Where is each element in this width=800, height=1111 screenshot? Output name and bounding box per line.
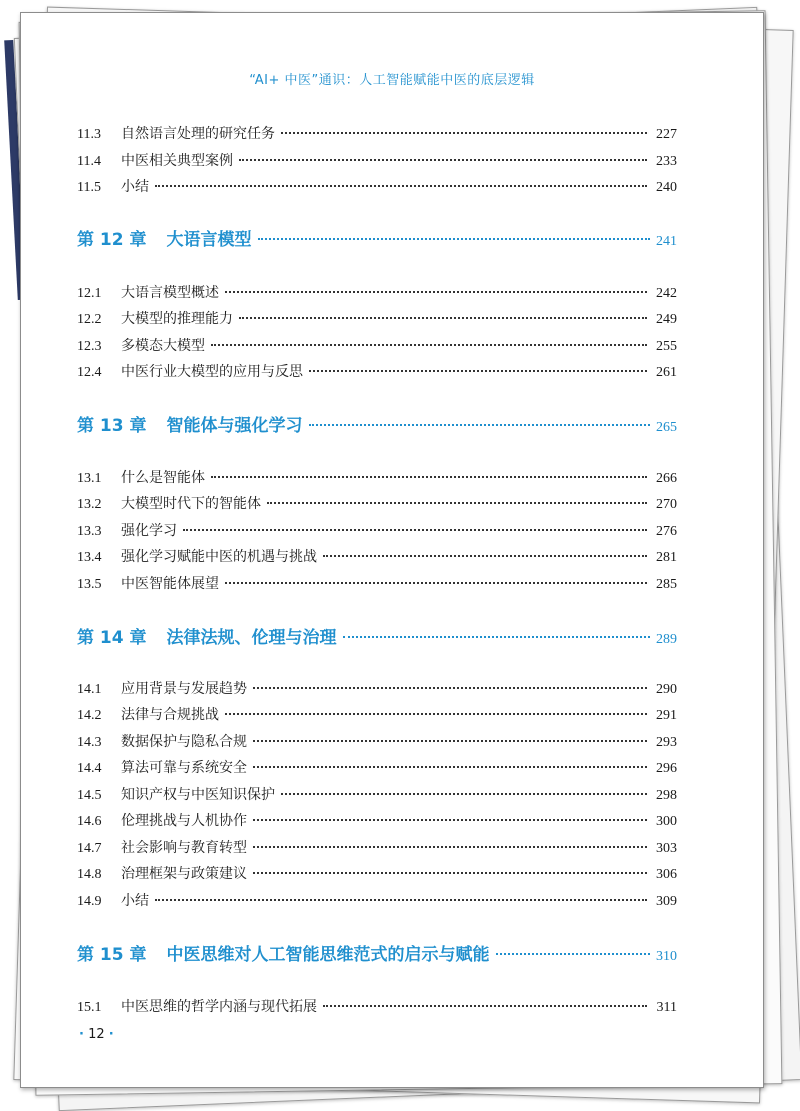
section-title: 治理框架与政策建议	[121, 866, 247, 882]
leader-dots	[281, 793, 647, 795]
section-title: 应用背景与发展趋势	[121, 681, 247, 697]
toc-section-entry[interactable]	[77, 123, 677, 143]
toc-section-entry[interactable]	[77, 282, 677, 302]
leader-dots	[183, 529, 647, 531]
section-number: 14.3	[77, 735, 102, 750]
section-page-number: 266	[656, 471, 677, 486]
chapter-title: 中医思维对人工智能思维范式的启示与赋能	[166, 945, 490, 965]
section-title: 算法可靠与系统安全	[121, 760, 247, 776]
toc-section-entry[interactable]	[77, 361, 677, 381]
toc-section-entry[interactable]	[77, 335, 677, 355]
section-number: 11.3	[77, 127, 101, 142]
leader-dots	[309, 370, 647, 372]
leader-dots	[239, 159, 647, 161]
section-number: 13.4	[77, 550, 102, 565]
toc-section-entry[interactable]	[77, 573, 677, 593]
leader-dots	[155, 899, 647, 901]
section-number: 13.5	[77, 577, 102, 592]
section-title: 数据保护与隐私合规	[121, 734, 247, 750]
section-title: 自然语言处理的研究任务	[121, 126, 275, 142]
section-title: 大模型时代下的智能体	[121, 496, 261, 512]
section-number: 11.5	[77, 180, 101, 195]
toc-section-entry[interactable]	[77, 784, 677, 804]
section-number: 12.3	[77, 339, 102, 354]
section-page-number: 242	[656, 286, 677, 301]
section-page-number: 285	[656, 577, 677, 592]
leader-dots	[225, 713, 647, 715]
section-page-number: 276	[656, 524, 677, 539]
section-number: 13.3	[77, 524, 102, 539]
section-page-number: 233	[656, 154, 677, 169]
section-number: 14.9	[77, 894, 102, 909]
leader-dots	[253, 766, 647, 768]
leader-dots	[211, 476, 647, 478]
leader-dots	[253, 846, 647, 848]
section-title: 知识产权与中医知识保护	[121, 787, 275, 803]
leader-dots	[225, 582, 647, 584]
section-title: 多模态大模型	[121, 338, 205, 354]
section-number: 14.6	[77, 814, 102, 829]
section-number: 12.1	[77, 286, 102, 301]
chapter-number: 第 14 章	[77, 628, 147, 648]
toc-section-entry[interactable]	[77, 890, 677, 910]
section-title: 中医相关典型案例	[121, 153, 233, 169]
chapter-page-number: 265	[656, 420, 677, 435]
section-page-number: 303	[656, 841, 677, 856]
section-number: 14.5	[77, 788, 102, 803]
folio-bullet-left: ·	[79, 1027, 84, 1042]
toc-section-entry[interactable]	[77, 150, 677, 170]
section-title: 什么是智能体	[121, 470, 205, 486]
leader-dots	[253, 872, 647, 874]
toc-section-entry[interactable]	[77, 863, 677, 883]
section-title: 大模型的推理能力	[121, 311, 233, 327]
page-folio	[79, 1027, 114, 1042]
section-page-number: 270	[656, 497, 677, 512]
chapter-title: 法律法规、伦理与治理	[166, 628, 337, 648]
toc-section-entry[interactable]	[77, 546, 677, 566]
section-title: 小结	[121, 179, 149, 195]
toc-page	[20, 12, 764, 1088]
section-title: 中医智能体展望	[121, 576, 219, 592]
section-page-number: 309	[656, 894, 677, 909]
section-page-number: 293	[656, 735, 677, 750]
leader-dots	[253, 740, 647, 742]
toc-chapter-entry[interactable]	[77, 411, 677, 437]
section-page-number: 227	[656, 127, 677, 142]
chapter-page-number: 241	[656, 234, 677, 249]
chapter-page-number: 289	[656, 632, 677, 647]
chapter-number: 第 15 章	[77, 945, 147, 965]
leader-dots	[239, 317, 647, 319]
section-page-number: 300	[656, 814, 677, 829]
running-head: “AI+ 中医”通识：人工智能赋能中医的底层逻辑	[249, 73, 535, 88]
section-title: 社会影响与教育转型	[121, 840, 247, 856]
toc-chapter-entry[interactable]	[77, 940, 677, 966]
section-number: 12.2	[77, 312, 102, 327]
section-number: 12.4	[77, 365, 102, 380]
leader-dots	[323, 1005, 647, 1007]
section-page-number: 281	[656, 550, 677, 565]
leader-dots	[211, 344, 647, 346]
toc-chapter-entry[interactable]	[77, 225, 677, 251]
leader-dots	[155, 185, 647, 187]
section-number: 14.2	[77, 708, 102, 723]
section-number: 13.2	[77, 497, 102, 512]
section-number: 15.1	[77, 1000, 102, 1015]
section-page-number: 290	[656, 682, 677, 697]
section-number: 11.4	[77, 154, 101, 169]
section-number: 14.7	[77, 841, 102, 856]
toc-section-entry[interactable]	[77, 731, 677, 751]
section-page-number: 291	[656, 708, 677, 723]
toc-section-entry[interactable]	[77, 493, 677, 513]
section-title: 伦理挑战与人机协作	[121, 813, 247, 829]
section-number: 14.1	[77, 682, 102, 697]
leader-dots	[225, 291, 647, 293]
toc-section-entry[interactable]	[77, 704, 677, 724]
folio-number: 12	[88, 1027, 105, 1042]
leader-dots	[267, 502, 647, 504]
section-page-number: 306	[656, 867, 677, 882]
leader-dots	[323, 555, 647, 557]
chapter-number: 第 13 章	[77, 416, 147, 436]
leader-dots	[281, 132, 647, 134]
section-title: 小结	[121, 893, 149, 909]
toc-section-entry[interactable]	[77, 678, 677, 698]
chapter-number: 第 12 章	[77, 230, 147, 250]
section-number: 13.1	[77, 471, 102, 486]
folio-bullet-right: ·	[108, 1027, 114, 1042]
leader-dots	[258, 238, 651, 240]
toc-section-entry[interactable]	[77, 810, 677, 830]
section-title: 中医思维的哲学内涵与现代拓展	[121, 999, 317, 1015]
chapter-title: 智能体与强化学习	[166, 416, 303, 436]
toc-section-entry[interactable]	[77, 837, 677, 857]
section-page-number: 249	[656, 312, 677, 327]
section-number: 14.4	[77, 761, 102, 776]
section-page-number: 311	[656, 1000, 677, 1015]
chapter-page-number: 310	[656, 949, 677, 964]
toc-chapter-entry[interactable]	[77, 623, 677, 649]
leader-dots	[343, 636, 651, 638]
toc-section-entry[interactable]	[77, 467, 677, 487]
section-title: 中医行业大模型的应用与反思	[121, 364, 303, 380]
toc-section-entry[interactable]	[77, 757, 677, 777]
toc-section-entry[interactable]	[77, 176, 677, 196]
section-title: 强化学习	[121, 523, 177, 539]
leader-dots	[253, 687, 647, 689]
section-title: 法律与合规挑战	[121, 707, 219, 723]
section-page-number: 296	[656, 761, 677, 776]
section-title: 强化学习赋能中医的机遇与挑战	[121, 549, 317, 565]
toc-section-entry[interactable]	[77, 308, 677, 328]
section-title: 大语言模型概述	[121, 285, 219, 301]
toc-section-entry[interactable]	[77, 996, 677, 1016]
section-number: 14.8	[77, 867, 102, 882]
section-page-number: 255	[656, 339, 677, 354]
leader-dots	[496, 953, 651, 955]
leader-dots	[309, 424, 651, 426]
toc-section-entry[interactable]	[77, 520, 677, 540]
leader-dots	[253, 819, 647, 821]
section-page-number: 261	[656, 365, 677, 380]
section-page-number: 298	[656, 788, 677, 803]
chapter-title: 大语言模型	[166, 230, 252, 250]
section-page-number: 240	[656, 180, 677, 195]
